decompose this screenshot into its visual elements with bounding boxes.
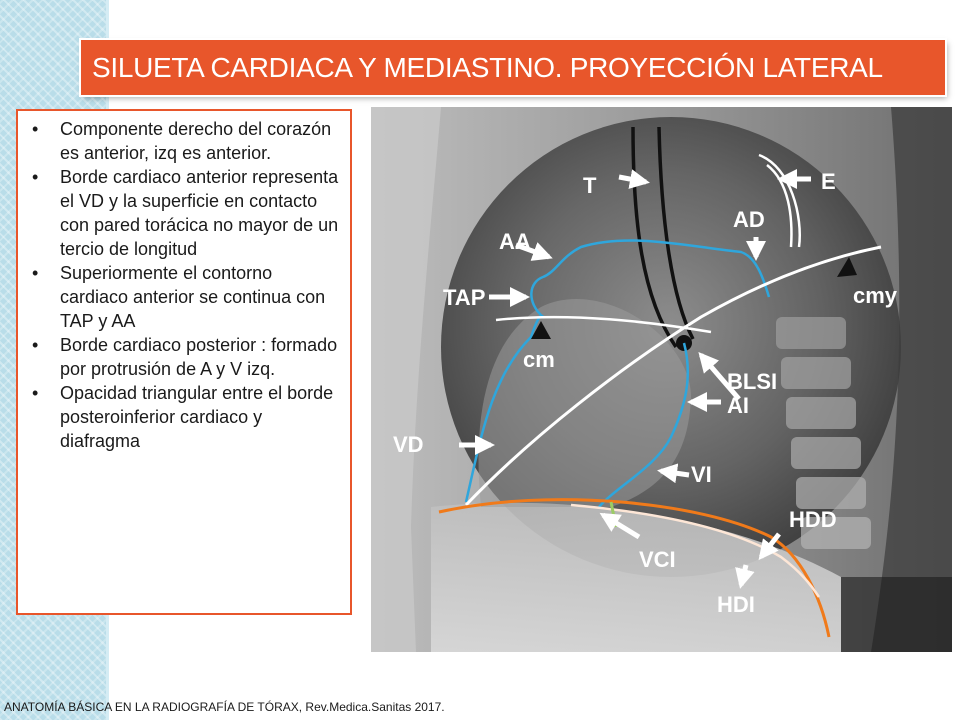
bullet-text: Componente derecho del corazón es anterior, izq es anterior. bbox=[60, 119, 332, 163]
bullet-text: Opacidad triangular entre el borde posteroinferior cardiaco y diafragma bbox=[60, 383, 334, 451]
label-cm: cm bbox=[523, 347, 555, 372]
label-T: T bbox=[583, 173, 597, 198]
label-cmy: cmy bbox=[853, 283, 898, 308]
label-HDI: HDI bbox=[717, 592, 755, 617]
bullet-icon: • bbox=[32, 335, 39, 355]
slide-title: SILUETA CARDIACA Y MEDIASTINO. PROYECCIÓN LATERAL bbox=[92, 51, 883, 83]
bullet-list bbox=[18, 111, 350, 453]
bullet-icon: • bbox=[32, 263, 39, 283]
label-VCI: VCI bbox=[639, 547, 676, 572]
label-AI: AI bbox=[727, 393, 749, 418]
citation-footer: ANATOMÍA BÁSICA EN LA RADIOGRAFÍA DE TÓRAX, Rev.Medica.Sanitas 2017. bbox=[4, 700, 445, 714]
label-AD: AD bbox=[733, 207, 765, 232]
bullet-item bbox=[32, 381, 342, 453]
label-AA: AA bbox=[499, 229, 531, 254]
bullet-icon: • bbox=[32, 119, 39, 139]
bullet-item bbox=[32, 117, 342, 165]
bullet-item bbox=[32, 333, 342, 381]
bullet-icon: • bbox=[32, 167, 39, 187]
bullet-box bbox=[16, 109, 352, 615]
label-TAP: TAP bbox=[443, 285, 486, 310]
label-BLSI: BLSI bbox=[727, 369, 778, 394]
bullet-text: Borde cardiaco posterior : formado por protrusión de A y V izq. bbox=[60, 335, 338, 379]
bullet-item bbox=[32, 261, 342, 333]
bullet-text: Superiormente el contorno cardiaco anterior se continua con TAP y AA bbox=[60, 263, 326, 331]
chest-xray-lateral bbox=[371, 107, 952, 652]
label-VD: VD bbox=[393, 432, 424, 457]
bullet-text: Borde cardiaco anterior representa el VD y la superficie en contacto con pared torácica no mayor de un tercio de longitud bbox=[60, 167, 339, 259]
label-HDD: HDD bbox=[789, 507, 837, 532]
label-VI: VI bbox=[691, 462, 712, 487]
label-E: E bbox=[821, 169, 836, 194]
title-banner bbox=[81, 40, 945, 95]
bullet-item bbox=[32, 165, 342, 261]
bullet-icon: • bbox=[32, 383, 39, 403]
